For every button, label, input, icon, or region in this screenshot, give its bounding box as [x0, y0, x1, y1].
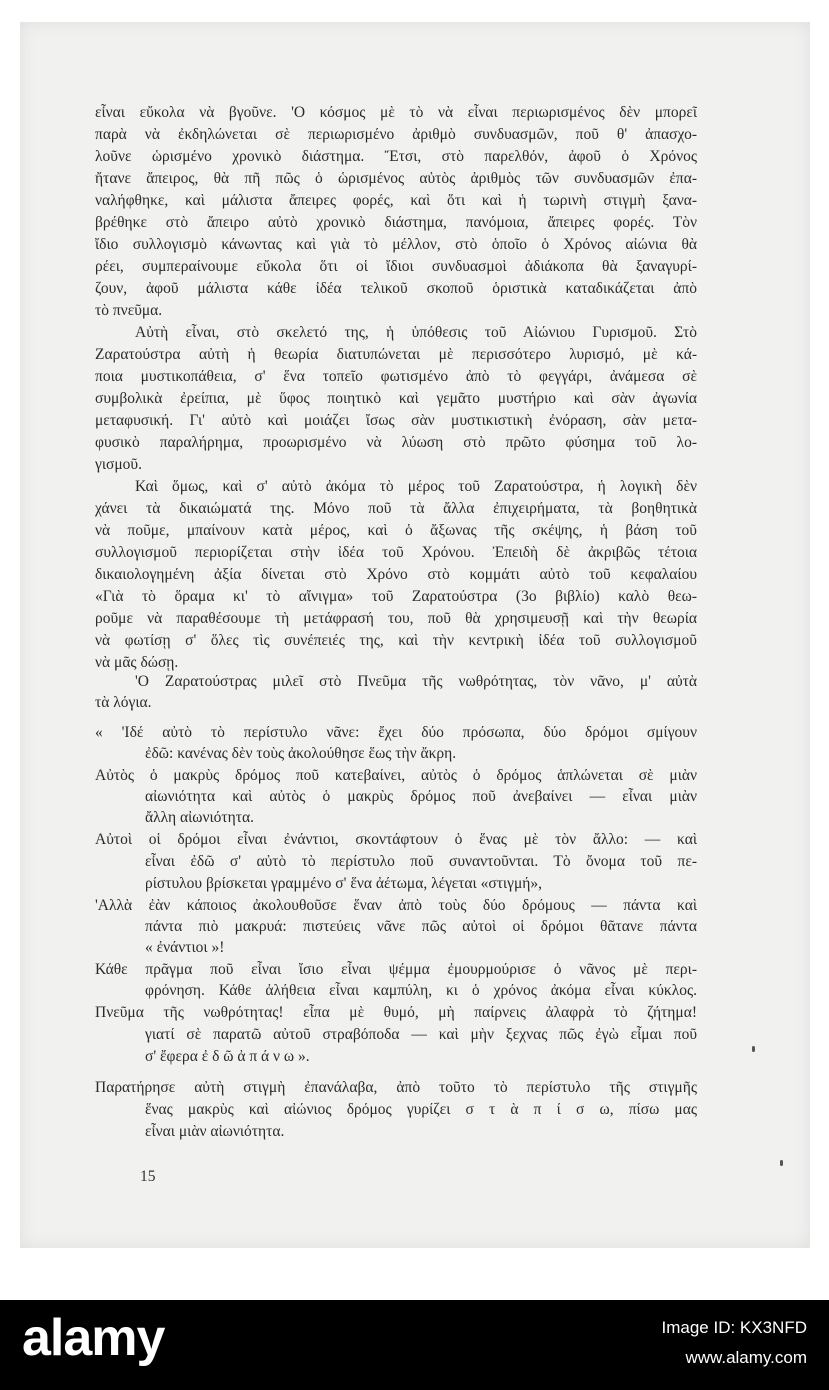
- text-line: φρόνηση. Κάθε ἀλήθεια εἶναι καμπύλη, κι ὁ χρόνος ἀκόμα εἶναι κύκλος.: [145, 982, 697, 999]
- text-line: ποια μυστικοπάθεια, σ' ἕνα τοπεῖο φωτισμένο ἀπὸ τὸ φεγγάρι, ἀνάμεσα σὲ: [95, 368, 697, 385]
- text-line: εἶναι μιὰν αἰωνιότητα.: [145, 1123, 285, 1140]
- text-line: βρέθηκε στὸ ἄπειρο αὐτὸ χρονικὸ διάστημα, πανόμοια, ἄπειρες φορές. Τὸν: [95, 214, 697, 231]
- text-line: δικαιολογημένη ἀξία δίνεται στὸ Χρόνο στὸ κομμάτι αὐτὸ τοῦ κεφαλαίου: [95, 566, 697, 583]
- text-line: 'Ο Ζαρατούστρας μιλεῖ στὸ Πνεῦμα τῆς νωθρότητας, τὸν νᾶνο, μ' αὐτὰ: [135, 673, 697, 690]
- text-line: παρὰ νὰ ἐκδηλώνεται σὲ περιωρισμένο ἀριθμὸ συνδυασμῶν, ποῦ θ' ἀπασχο-: [95, 126, 697, 143]
- text-line: αἰωνιότητα καὶ αὐτὸς ὁ μακρὺς δρόμος ποῦ ἀνεβαίνει — εἶναι μιὰν: [145, 788, 697, 805]
- text-line: ἄλλη αἰωνιότητα.: [145, 809, 254, 826]
- watermark-banner: [0, 1300, 829, 1390]
- scan-speck: [780, 1160, 783, 1166]
- text-line: Πνεῦμα τῆς νωθρότητας! εἶπα μὲ θυμό, μὴ παίρνεις ἀλαφρὰ τὸ ζήτημα!: [95, 1004, 697, 1021]
- text-line: τὸ πνεῦμα.: [95, 302, 163, 319]
- alamy-logo: alamy: [22, 1309, 165, 1367]
- text-line: ἕνας μακρὺς καὶ αἰώνιος δρόμος γυρίζει σ τ ὰ π ί σ ω, πίσω μας: [145, 1101, 697, 1118]
- text-line: «Γιὰ τὸ ὅραμα κι' τὸ αἴνιγμα» τοῦ Ζαρατούστρα (3ο βιβλίο) καλὸ θεω-: [95, 588, 697, 605]
- page-number: 15: [140, 1168, 156, 1185]
- text-line: σ' ἔφερα ἐ δ ῶ ἀ π ά ν ω ».: [145, 1048, 310, 1065]
- text-line: Κάθε πρᾶγμα ποῦ εἶναι ἴσιο εἶναι ψέμμα ἐμουρμούρισε ὁ νᾶνος μὲ περι-: [95, 961, 697, 978]
- text-line: ναλήφθηκε, καὶ μάλιστα ἄπειρες φορές, καὶ ὅτι καὶ ἡ τωρινὴ στιγμὴ ξανα-: [95, 192, 697, 209]
- text-line: ρίστυλου βρίσκεται γραμμένο σ' ἕνα ἀέτωμα, λέγεται «στιγμή»,: [145, 875, 542, 892]
- text-line: γιατί σὲ παρατῶ αὐτοῦ στραβόποδα — καὶ μὴν ξεχνας πῶς ἐγὼ εἶμαι ποῦ: [145, 1026, 697, 1043]
- text-line: συλλογισμοῦ περιορίζεται στὴν ἰδέα τοῦ Χρόνου. Ἐπειδὴ δὲ ἀκριβῶς τέτοια: [95, 544, 697, 561]
- image-id: Image ID: KX3NFD: [661, 1318, 807, 1337]
- text-line: εἶναι ἐδῶ σ' αὐτὸ τὸ περίστυλο ποῦ συναντοῦνται. Τὸ ὄνομα τοῦ πε-: [145, 853, 697, 870]
- text-line: νὰ μᾶς δώσῃ.: [95, 654, 179, 671]
- text-line: χάνει τὰ δικαιώματά της. Μόνο ποῦ τὰ ἄλλα ἐπιχειρήματα, τὰ βοηθητικὰ: [95, 500, 697, 517]
- text-line: 'Αλλὰ ἐὰν κάποιος ἀκολουθοῦσε ἕναν ἀπὸ τοὺς δύο δρόμους — πάντα καὶ: [95, 897, 697, 914]
- text-line: τὰ λόγια.: [95, 694, 152, 711]
- text-line: γισμοῦ.: [95, 456, 142, 473]
- text-line: ρέει, συμπεραίνουμε εὔκολα ὅτι οἱ ἴδιοι συνδυασμοὶ ἀδιάκοπα θὰ ξαναγυρί-: [95, 258, 697, 275]
- text-line: ζουν, ἀφοῦ μάλιστα κάθε ἰδέα τελικοῦ σκοποῦ ὁριστικὰ καταδικάζεται ἀπὸ: [95, 280, 697, 297]
- text-line: συμβολικὰ ἐρείπια, μὲ ὕφος ποιητικὸ καὶ γεμᾶτο μυστήριο καὶ σὰν ἀγωνία: [95, 390, 697, 407]
- text-line: ἤτανε ἄπειρος, θὰ πῆ πῶς ὁ ὡρισμένος αὐτὸς ἀριθμὸς τῶν συνδυασμῶν ἐπα-: [95, 170, 697, 187]
- text-line: « ἐνάντιοι »!: [145, 939, 225, 956]
- text-line: Ζαρατούστρα αὐτὴ ἡ θεωρία διατυπώνεται μὲ περισσότερο λυρισμό, μὲ κά-: [95, 346, 697, 363]
- text-line: νὰ φωτίσῃ σ' ὅλες τὶς συνέπειές της, καὶ τὴν κεντρικὴ ἰδέα τοῦ συλλογισμοῦ: [95, 632, 697, 649]
- text-line: λοῦνε ὡρισμένο χρονικὸ διάστημα. Ἔτσι, στὸ παρελθόν, ἀφοῦ ὁ Χρόνος: [95, 148, 697, 165]
- site-url: www.alamy.com: [685, 1348, 807, 1367]
- text-line: Αὐτοὶ οἱ δρόμοι εἶναι ἐνάντιοι, σκοντάφτουν ὁ ἕνας μὲ τὸν ἄλλο: — καὶ: [95, 831, 697, 848]
- text-line: ροῦμε νὰ παραθέσουμε τὴ μετάφρασή του, ποῦ θὰ χρησιμευσῇ καὶ τὴν θεωρία: [95, 610, 697, 627]
- text-line: « 'Ιδέ αὐτὸ τὸ περίστυλο νᾶνε: ἔχει δύο πρόσωπα, δύο δρόμοι σμίγουν: [95, 724, 697, 741]
- text-line: εἶναι εὔκολα νὰ βγοῦνε. 'Ο κόσμος μὲ τὸ νὰ εἶναι περιωρισμένος δὲν μπορεῖ: [95, 104, 697, 121]
- text-line: φυσικὸ παραλήρημα, προωρισμένο νὰ λύωση στὸ πρῶτο φύσημα τοῦ λο-: [95, 434, 697, 451]
- text-line: Αὐτὸς ὁ μακρὺς δρόμος ποῦ κατεβαίνει, αὐτὸς ὁ δρόμος ἁπλώνεται σὲ μιὰν: [95, 767, 697, 784]
- text-line: Αὐτὴ εἶναι, στὸ σκελετό της, ἡ ὑπόθεσις τοῦ Αἰώνιου Γυρισμοῦ. Στὸ: [135, 324, 697, 341]
- text-line: πάντα πιὸ μακρυά: πιστεύεις νᾶνε πῶς αὐτοὶ οἱ δρόμοι θᾶτανε πάντα: [145, 918, 697, 935]
- scan-speck: [752, 1046, 755, 1052]
- text-line: ἴδιο συλλογισμὸ κάνωντας καὶ γιὰ τὸ μέλλον, στὸ ὁποῖο ὁ Χρόνος αἰώνια θὰ: [95, 236, 697, 253]
- text-line: Καὶ ὅμως, καὶ σ' αὐτὸ ἀκόμα τὸ μέρος τοῦ Ζαρατούστρα, ἡ λογικὴ δὲν: [135, 478, 697, 495]
- text-line: Παρατήρησε αὐτὴ στιγμὴ ἐπανάλαβα, ἀπὸ τοῦτο τὸ περίστυλο τῆς στιγμῆς: [95, 1079, 697, 1096]
- text-line: νὰ ποῦμε, μπαίνουν κατὰ μέρος, καὶ ὁ ἄξωνας τῆς σκέψης, ἡ βάση τοῦ: [95, 522, 697, 539]
- text-line: μεταφυσική. Γι' αὐτὸ καὶ μοιάζει ἴσως σὰν μυστικιστικὴ ἐνόραση, σὰν μετα-: [95, 412, 697, 429]
- text-line: ἐδῶ: κανένας δὲν τοὺς ἀκολούθησε ἕως τὴν ἄκρη.: [145, 745, 457, 762]
